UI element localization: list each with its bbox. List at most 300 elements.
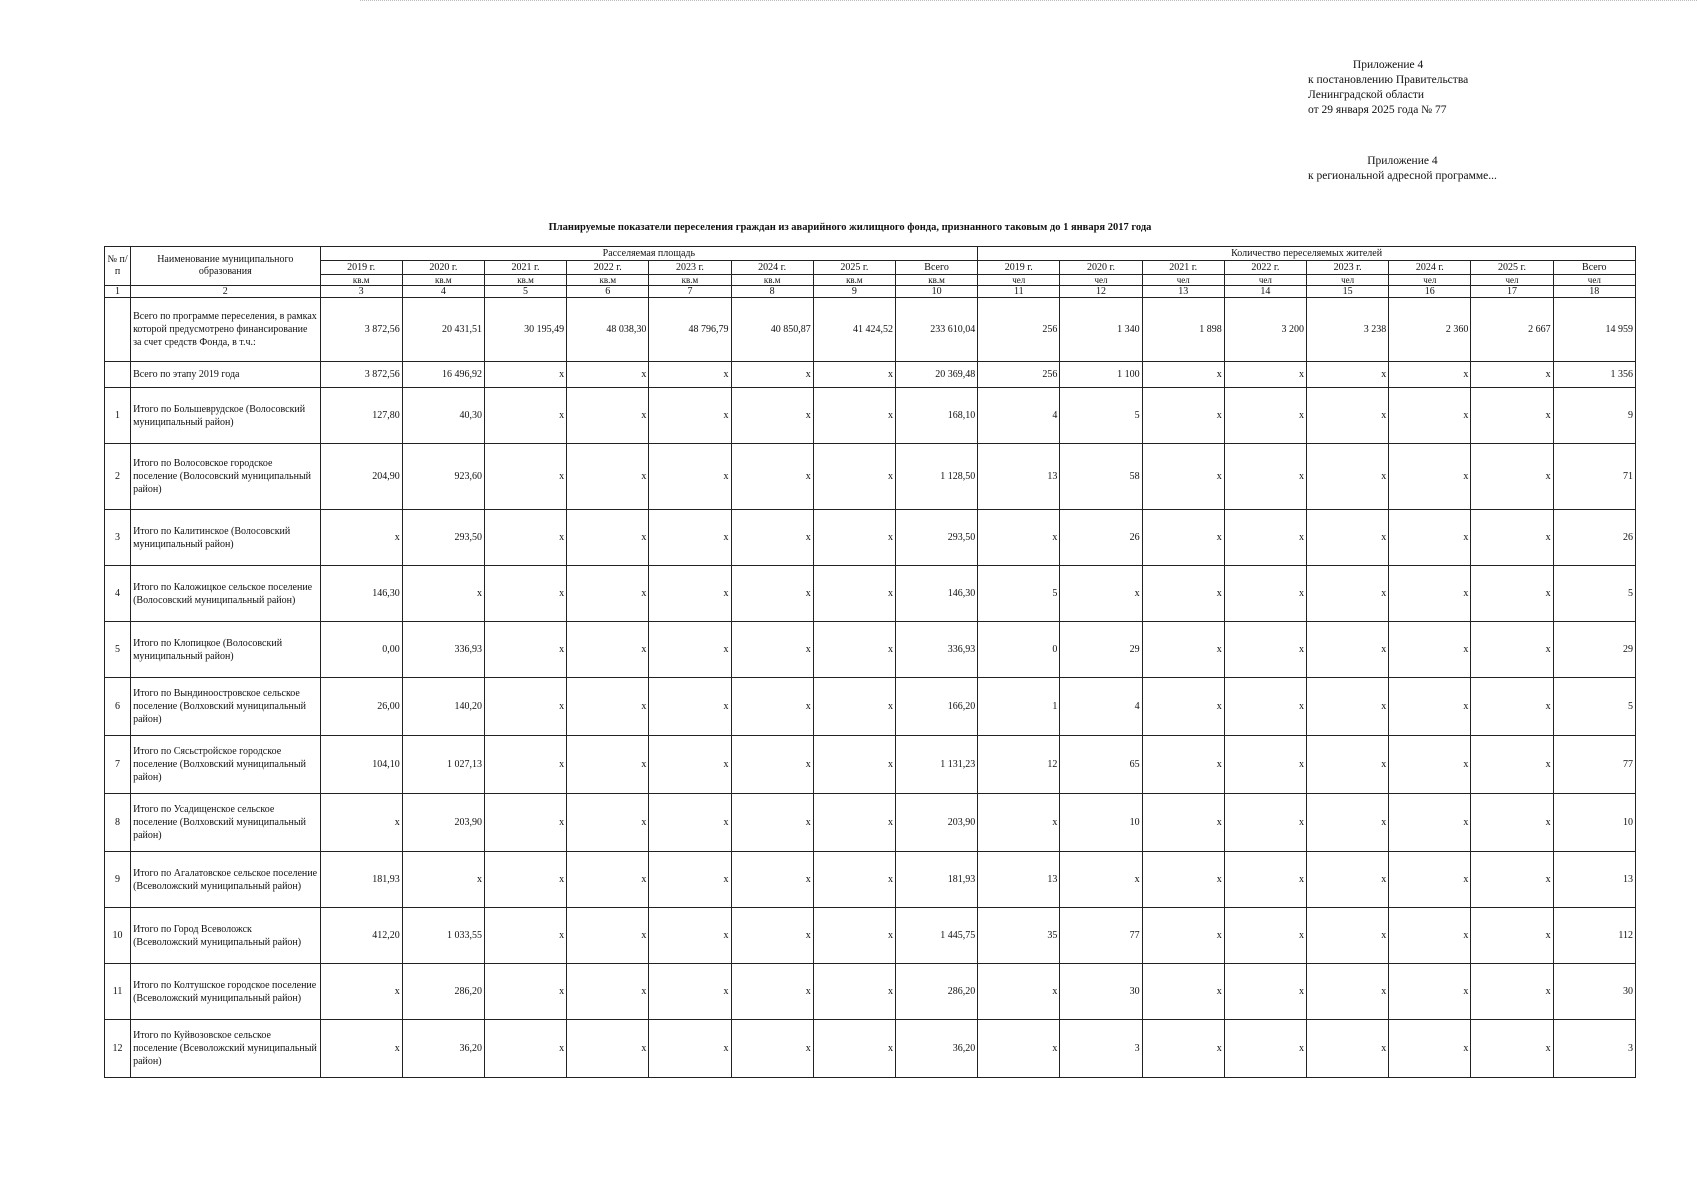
people-value-cell: x xyxy=(1060,852,1142,908)
year-header-people: 2022 г. xyxy=(1224,261,1306,275)
area-value-cell: 1 128,50 xyxy=(895,444,977,510)
people-value-cell: 3 xyxy=(1553,1020,1635,1078)
year-header-area: 2020 г. xyxy=(402,261,484,275)
table-row xyxy=(105,852,1636,908)
people-value-cell: 5 xyxy=(978,566,1060,622)
area-value-cell: x xyxy=(731,566,813,622)
unit-header-people: чел xyxy=(1389,275,1471,286)
column-number: 11 xyxy=(978,286,1060,298)
appendix-line: Ленинградской области xyxy=(1308,89,1425,101)
row-number xyxy=(105,362,131,388)
area-value-cell: x xyxy=(484,622,566,678)
unit-header-area: кв.м xyxy=(320,275,402,286)
people-value-cell: 3 xyxy=(1060,1020,1142,1078)
area-value-cell: 16 496,92 xyxy=(402,362,484,388)
area-value-cell: x xyxy=(813,510,895,566)
area-value-cell: x xyxy=(320,510,402,566)
area-value-cell: x xyxy=(813,964,895,1020)
column-number: 10 xyxy=(895,286,977,298)
area-value-cell: x xyxy=(484,852,566,908)
people-value-cell: 30 xyxy=(1060,964,1142,1020)
row-number xyxy=(105,298,131,362)
year-header-people: 2021 г. xyxy=(1142,261,1224,275)
people-value-cell: x xyxy=(1389,388,1471,444)
area-value-cell: 41 424,52 xyxy=(813,298,895,362)
area-value-cell: 20 369,48 xyxy=(895,362,977,388)
area-value-cell: 0,00 xyxy=(320,622,402,678)
year-header-area: 2019 г. xyxy=(320,261,402,275)
table-row xyxy=(105,510,1636,566)
municipality-name: Итого по Клопицкое (Волосовский муниципальный район) xyxy=(131,622,320,678)
table-row xyxy=(105,444,1636,510)
people-value-cell: x xyxy=(1142,444,1224,510)
area-value-cell: 127,80 xyxy=(320,388,402,444)
people-value-cell: x xyxy=(1142,388,1224,444)
people-value-cell: x xyxy=(1307,362,1389,388)
municipality-name: Итого по Большеврудское (Волосовский муниципальный район) xyxy=(131,388,320,444)
area-value-cell: x xyxy=(484,388,566,444)
area-value-cell: x xyxy=(320,794,402,852)
unit-header-area: кв.м xyxy=(402,275,484,286)
people-value-cell: 5 xyxy=(1553,566,1635,622)
people-value-cell: x xyxy=(1224,510,1306,566)
area-value-cell: 48 796,79 xyxy=(649,298,731,362)
people-value-cell: 10 xyxy=(1060,794,1142,852)
area-value-cell: x xyxy=(813,444,895,510)
area-value-cell: x xyxy=(649,908,731,964)
people-value-cell: 13 xyxy=(978,444,1060,510)
people-value-cell: x xyxy=(1471,362,1553,388)
area-value-cell: 1 131,23 xyxy=(895,736,977,794)
people-value-cell: x xyxy=(1224,678,1306,736)
row-number: 10 xyxy=(105,908,131,964)
people-value-cell: x xyxy=(978,794,1060,852)
column-number: 4 xyxy=(402,286,484,298)
area-value-cell: x xyxy=(567,1020,649,1078)
people-value-cell: x xyxy=(1471,566,1553,622)
people-value-cell: x xyxy=(1471,510,1553,566)
people-value-cell: x xyxy=(1060,566,1142,622)
unit-header-area: кв.м xyxy=(813,275,895,286)
area-value-cell: 286,20 xyxy=(402,964,484,1020)
area-value-cell: x xyxy=(567,852,649,908)
resettlement-table xyxy=(104,246,1636,1078)
people-value-cell: x xyxy=(1389,908,1471,964)
area-value-cell: x xyxy=(731,388,813,444)
people-value-cell: x xyxy=(1389,622,1471,678)
people-value-cell: x xyxy=(1471,736,1553,794)
table-row xyxy=(105,388,1636,444)
people-value-cell: x xyxy=(1224,622,1306,678)
year-header-people: 2023 г. xyxy=(1307,261,1389,275)
area-value-cell: x xyxy=(731,678,813,736)
column-number-row xyxy=(105,286,1636,298)
area-value-cell: x xyxy=(649,964,731,1020)
people-value-cell: 13 xyxy=(1553,852,1635,908)
area-value-cell: x xyxy=(402,566,484,622)
municipality-name: Всего по этапу 2019 года xyxy=(131,362,320,388)
people-value-cell: x xyxy=(1389,964,1471,1020)
appendix-line: Приложение 4 xyxy=(1352,59,1424,71)
area-value-cell: 40,30 xyxy=(402,388,484,444)
municipality-name: Итого по Колтушское городское поселение (Всеволожский муниципальный район) xyxy=(131,964,320,1020)
people-value-cell: x xyxy=(1142,794,1224,852)
column-number: 1 xyxy=(105,286,131,298)
people-value-cell: 35 xyxy=(978,908,1060,964)
people-value-cell: x xyxy=(1471,1020,1553,1078)
area-value-cell: x xyxy=(484,794,566,852)
row-number: 11 xyxy=(105,964,131,1020)
area-value-cell: x xyxy=(813,908,895,964)
people-value-cell: 3 238 xyxy=(1307,298,1389,362)
unit-header-people: чел xyxy=(1307,275,1389,286)
area-value-cell: 181,93 xyxy=(320,852,402,908)
area-value-cell: x xyxy=(567,964,649,1020)
area-value-cell: 146,30 xyxy=(320,566,402,622)
area-value-cell: x xyxy=(649,444,731,510)
column-number: 8 xyxy=(731,286,813,298)
group-header-area: Расселяемая площадь xyxy=(320,247,978,261)
people-value-cell: x xyxy=(1307,510,1389,566)
area-value-cell: 286,20 xyxy=(895,964,977,1020)
area-value-cell: x xyxy=(649,736,731,794)
people-value-cell: 2 360 xyxy=(1389,298,1471,362)
unit-header-area: кв.м xyxy=(731,275,813,286)
people-value-cell: x xyxy=(1224,362,1306,388)
document-title: Планируемые показатели переселения граждан из аварийного жилищного фонда, признанного таковым до 1 января 2017 года xyxy=(548,222,1152,233)
table-row xyxy=(105,1020,1636,1078)
table-row xyxy=(105,678,1636,736)
row-number: 3 xyxy=(105,510,131,566)
area-value-cell: 30 195,49 xyxy=(484,298,566,362)
area-value-cell: x xyxy=(813,736,895,794)
area-value-cell: 923,60 xyxy=(402,444,484,510)
column-number: 18 xyxy=(1553,286,1635,298)
column-number: 9 xyxy=(813,286,895,298)
column-number: 2 xyxy=(131,286,320,298)
area-value-cell: 48 038,30 xyxy=(567,298,649,362)
people-value-cell: x xyxy=(1471,444,1553,510)
area-value-cell: 3 872,56 xyxy=(320,298,402,362)
people-value-cell: 5 xyxy=(1060,388,1142,444)
municipality-name: Итого по Калитинское (Волосовский муниципальный район) xyxy=(131,510,320,566)
people-value-cell: x xyxy=(1389,852,1471,908)
area-value-cell: 336,93 xyxy=(895,622,977,678)
appendix-line: Приложение 4 xyxy=(1367,155,1438,167)
unit-header-area: кв.м xyxy=(895,275,977,286)
area-value-cell: x xyxy=(731,908,813,964)
area-value-cell: x xyxy=(813,852,895,908)
people-value-cell: x xyxy=(1471,964,1553,1020)
people-value-cell: 29 xyxy=(1060,622,1142,678)
people-value-cell: 29 xyxy=(1553,622,1635,678)
people-value-cell: x xyxy=(1307,964,1389,1020)
area-value-cell: x xyxy=(567,622,649,678)
people-value-cell: x xyxy=(1142,362,1224,388)
people-value-cell: x xyxy=(1307,622,1389,678)
area-value-cell: x xyxy=(567,510,649,566)
people-value-cell: x xyxy=(1142,908,1224,964)
area-value-cell: x xyxy=(813,566,895,622)
people-value-cell: x xyxy=(1224,1020,1306,1078)
column-number: 5 xyxy=(484,286,566,298)
people-value-cell: x xyxy=(1389,794,1471,852)
row-number: 8 xyxy=(105,794,131,852)
appendix-line: к постановлению Правительства xyxy=(1308,74,1469,86)
area-value-cell: x xyxy=(567,794,649,852)
area-value-cell: x xyxy=(649,852,731,908)
municipality-name: Итого по Город Всеволожск (Всеволожский муниципальный район) xyxy=(131,908,320,964)
year-header-area: 2021 г. xyxy=(484,261,566,275)
people-value-cell: x xyxy=(1471,678,1553,736)
area-value-cell: 293,50 xyxy=(402,510,484,566)
table-row xyxy=(105,964,1636,1020)
unit-header-row xyxy=(105,275,1636,286)
year-header-people: 2020 г. xyxy=(1060,261,1142,275)
people-value-cell: x xyxy=(1389,678,1471,736)
area-value-cell: 104,10 xyxy=(320,736,402,794)
year-header-area: Всего xyxy=(895,261,977,275)
appendix-line: к региональной адресной программе... xyxy=(1308,170,1497,182)
people-value-cell: 58 xyxy=(1060,444,1142,510)
people-value-cell: 4 xyxy=(1060,678,1142,736)
area-value-cell: x xyxy=(567,444,649,510)
area-value-cell: x xyxy=(649,678,731,736)
appendix-line: от 29 января 2025 года № 77 xyxy=(1308,104,1447,116)
column-number: 12 xyxy=(1060,286,1142,298)
appendix-header-program xyxy=(1308,154,1497,184)
area-value-cell: x xyxy=(484,510,566,566)
municipality-name: Всего по программе переселения, в рамках которой предусмотрено финансирование за счет средств Фонда, в т.ч.: xyxy=(131,298,320,362)
year-header-area: 2025 г. xyxy=(813,261,895,275)
area-value-cell: x xyxy=(649,1020,731,1078)
area-value-cell: x xyxy=(813,622,895,678)
area-value-cell: 412,20 xyxy=(320,908,402,964)
year-header-area: 2024 г. xyxy=(731,261,813,275)
area-value-cell: 1 445,75 xyxy=(895,908,977,964)
people-value-cell: 2 667 xyxy=(1471,298,1553,362)
table-row xyxy=(105,736,1636,794)
area-value-cell: 168,10 xyxy=(895,388,977,444)
area-value-cell: 204,90 xyxy=(320,444,402,510)
area-value-cell: x xyxy=(320,964,402,1020)
area-value-cell: x xyxy=(567,388,649,444)
people-value-cell: 77 xyxy=(1060,908,1142,964)
unit-header-people: чел xyxy=(1224,275,1306,286)
area-value-cell: x xyxy=(649,362,731,388)
people-value-cell: 10 xyxy=(1553,794,1635,852)
people-value-cell: x xyxy=(1471,908,1553,964)
table-row xyxy=(105,794,1636,852)
area-value-cell: x xyxy=(731,852,813,908)
area-value-cell: 181,93 xyxy=(895,852,977,908)
people-value-cell: x xyxy=(1224,736,1306,794)
year-header-area: 2022 г. xyxy=(567,261,649,275)
group-header-people: Количество переселяемых жителей xyxy=(978,247,1636,261)
table-row xyxy=(105,298,1636,362)
people-value-cell: x xyxy=(1224,852,1306,908)
area-value-cell: 140,20 xyxy=(402,678,484,736)
area-value-cell: x xyxy=(731,1020,813,1078)
people-value-cell: x xyxy=(1471,388,1553,444)
people-value-cell: x xyxy=(1307,566,1389,622)
area-value-cell: 293,50 xyxy=(895,510,977,566)
area-value-cell: x xyxy=(731,736,813,794)
area-value-cell: x xyxy=(567,908,649,964)
area-value-cell: x xyxy=(567,678,649,736)
people-value-cell: x xyxy=(1389,736,1471,794)
area-value-cell: 203,90 xyxy=(402,794,484,852)
area-value-cell: 26,00 xyxy=(320,678,402,736)
people-value-cell: x xyxy=(1471,622,1553,678)
area-value-cell: x xyxy=(484,1020,566,1078)
area-value-cell: x xyxy=(484,908,566,964)
row-number: 1 xyxy=(105,388,131,444)
people-value-cell: x xyxy=(1307,678,1389,736)
people-value-cell: 9 xyxy=(1553,388,1635,444)
people-value-cell: x xyxy=(978,964,1060,1020)
people-value-cell: x xyxy=(1307,794,1389,852)
column-header-name: Наименование муниципального образования xyxy=(131,247,320,286)
people-value-cell: 14 959 xyxy=(1553,298,1635,362)
people-value-cell: x xyxy=(1307,1020,1389,1078)
area-value-cell: x xyxy=(567,362,649,388)
row-number: 4 xyxy=(105,566,131,622)
column-number: 6 xyxy=(567,286,649,298)
municipality-name: Итого по Куйвозовское сельское поселение (Всеволожский муниципальный район) xyxy=(131,1020,320,1078)
area-value-cell: x xyxy=(731,510,813,566)
people-value-cell: 1 340 xyxy=(1060,298,1142,362)
people-value-cell: x xyxy=(1307,852,1389,908)
column-number: 7 xyxy=(649,286,731,298)
area-value-cell: 36,20 xyxy=(895,1020,977,1078)
area-value-cell: x xyxy=(731,964,813,1020)
people-value-cell: x xyxy=(978,1020,1060,1078)
area-value-cell: x xyxy=(484,362,566,388)
table-row xyxy=(105,908,1636,964)
area-value-cell: x xyxy=(649,510,731,566)
table-body xyxy=(105,298,1636,1078)
area-value-cell: x xyxy=(649,794,731,852)
area-value-cell: x xyxy=(567,736,649,794)
people-value-cell: x xyxy=(1142,510,1224,566)
people-value-cell: 256 xyxy=(978,362,1060,388)
unit-header-area: кв.м xyxy=(649,275,731,286)
people-value-cell: 12 xyxy=(978,736,1060,794)
people-value-cell: x xyxy=(1224,964,1306,1020)
unit-header-people: чел xyxy=(1060,275,1142,286)
people-value-cell: 5 xyxy=(1553,678,1635,736)
unit-header-people: чел xyxy=(978,275,1060,286)
area-value-cell: x xyxy=(649,622,731,678)
area-value-cell: 40 850,87 xyxy=(731,298,813,362)
area-value-cell: x xyxy=(731,622,813,678)
area-value-cell: 36,20 xyxy=(402,1020,484,1078)
people-value-cell: x xyxy=(1142,1020,1224,1078)
people-value-cell: 112 xyxy=(1553,908,1635,964)
area-value-cell: x xyxy=(649,566,731,622)
people-value-cell: x xyxy=(1307,388,1389,444)
people-value-cell: x xyxy=(1224,908,1306,964)
people-value-cell: 4 xyxy=(978,388,1060,444)
people-value-cell: x xyxy=(1224,444,1306,510)
people-value-cell: x xyxy=(1142,964,1224,1020)
people-value-cell: x xyxy=(1389,566,1471,622)
row-number: 6 xyxy=(105,678,131,736)
column-number: 16 xyxy=(1389,286,1471,298)
people-value-cell: 1 356 xyxy=(1553,362,1635,388)
area-value-cell: x xyxy=(813,362,895,388)
area-value-cell: x xyxy=(813,794,895,852)
area-value-cell: x xyxy=(813,678,895,736)
people-value-cell: x xyxy=(1389,1020,1471,1078)
area-value-cell: x xyxy=(649,388,731,444)
people-value-cell: x xyxy=(1224,794,1306,852)
people-value-cell: 1 xyxy=(978,678,1060,736)
people-value-cell: x xyxy=(1142,566,1224,622)
people-value-cell: 77 xyxy=(1553,736,1635,794)
people-value-cell: 1 100 xyxy=(1060,362,1142,388)
row-number: 7 xyxy=(105,736,131,794)
people-value-cell: 26 xyxy=(1060,510,1142,566)
row-number: 2 xyxy=(105,444,131,510)
year-header-people: 2019 г. xyxy=(978,261,1060,275)
area-value-cell: x xyxy=(813,1020,895,1078)
column-header-number: № п/п xyxy=(105,247,131,286)
municipality-name: Итого по Сясьстройское городское поселение (Волховский муниципальный район) xyxy=(131,736,320,794)
table-row xyxy=(105,566,1636,622)
people-value-cell: x xyxy=(1471,794,1553,852)
area-value-cell: 233 610,04 xyxy=(895,298,977,362)
area-value-cell: 203,90 xyxy=(895,794,977,852)
unit-header-area: кв.м xyxy=(484,275,566,286)
unit-header-area: кв.м xyxy=(567,275,649,286)
people-value-cell: 1 898 xyxy=(1142,298,1224,362)
table-row xyxy=(105,362,1636,388)
area-value-cell: x xyxy=(402,852,484,908)
area-value-cell: x xyxy=(484,736,566,794)
row-number: 9 xyxy=(105,852,131,908)
area-value-cell: x xyxy=(731,794,813,852)
people-value-cell: x xyxy=(1471,852,1553,908)
people-value-cell: x xyxy=(1142,678,1224,736)
people-value-cell: x xyxy=(1307,736,1389,794)
area-value-cell: x xyxy=(731,362,813,388)
year-header-people: 2025 г. xyxy=(1471,261,1553,275)
area-value-cell: 1 027,13 xyxy=(402,736,484,794)
people-value-cell: x xyxy=(1389,510,1471,566)
row-number: 5 xyxy=(105,622,131,678)
year-header-area: 2023 г. xyxy=(649,261,731,275)
unit-header-people: чел xyxy=(1471,275,1553,286)
people-value-cell: x xyxy=(1142,852,1224,908)
area-value-cell: x xyxy=(484,566,566,622)
area-value-cell: x xyxy=(731,444,813,510)
row-number: 12 xyxy=(105,1020,131,1078)
people-value-cell: x xyxy=(1389,444,1471,510)
area-value-cell: x xyxy=(567,566,649,622)
people-value-cell: 26 xyxy=(1553,510,1635,566)
area-value-cell: 336,93 xyxy=(402,622,484,678)
area-value-cell: x xyxy=(484,444,566,510)
area-value-cell: x xyxy=(484,678,566,736)
municipality-name: Итого по Вындиноостровское сельское поселение (Волховский муниципальный район) xyxy=(131,678,320,736)
people-value-cell: x xyxy=(1307,444,1389,510)
year-header-row xyxy=(105,261,1636,275)
municipality-name: Итого по Агалатовское сельское поселение (Всеволожский муниципальный район) xyxy=(131,852,320,908)
people-value-cell: x xyxy=(1224,566,1306,622)
people-value-cell: x xyxy=(1224,388,1306,444)
